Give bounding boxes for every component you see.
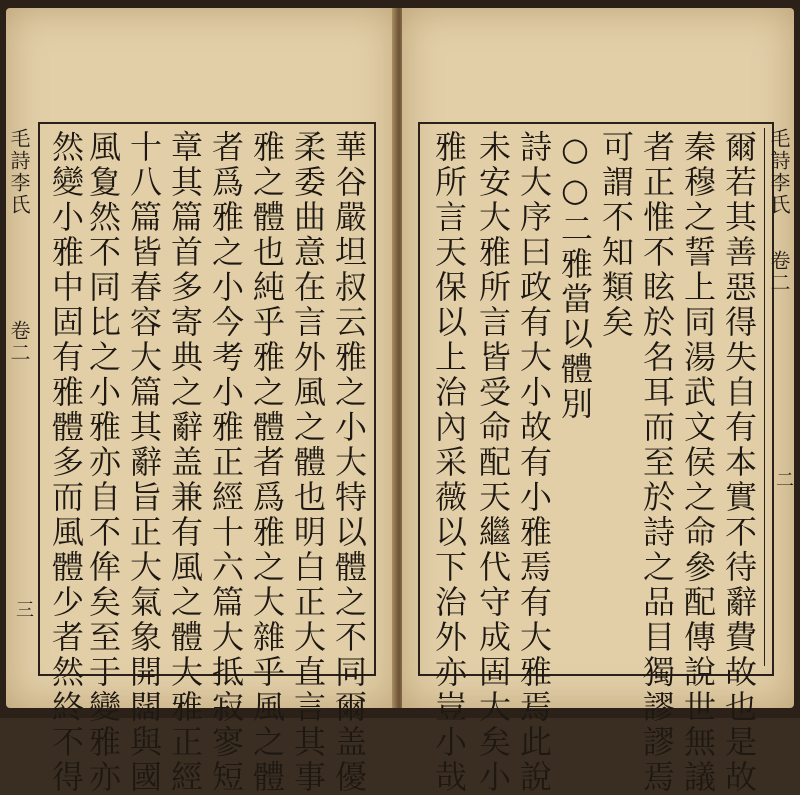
left-volume-label: 卷二: [7, 320, 31, 364]
left-column-8: 然變小雅中固有雅體多而風體少者然終不得: [47, 130, 85, 795]
left-banxin-title: 毛詩李氏: [7, 128, 31, 216]
right-column-1: 爾若其善惡得失自有本實不待辭費故也是故: [720, 130, 758, 795]
right-column-2: 秦穆之誓上同湯武文侯之命參配傳說世無議: [679, 130, 717, 795]
right-column-5: ○○二雅當以體別: [556, 130, 594, 422]
left-column-2: 柔委曲意在言外風之體也明白正大直言其事: [289, 130, 327, 795]
right-column-8: 雅所言天保以上治內采薇以下治外亦豈小哉: [430, 130, 468, 795]
left-column-3: 雅之體也純乎雅之體者爲雅之大雜乎風之體: [248, 130, 286, 795]
left-column-6: 十八篇皆春容大篇其辭旨正大氣象開闊與國: [125, 130, 163, 795]
right-volume-label: 卷二: [767, 250, 791, 294]
right-page-number: 二: [773, 470, 794, 488]
left-column-1: 華谷嚴坦叔云雅之小大特以體之不同爾盖優: [330, 130, 368, 795]
right-column-4: 可謂不知類矣: [597, 130, 635, 340]
left-column-4: 者爲雅之小今考小雅正經十六篇大抵寂寥短: [207, 130, 245, 795]
right-column-3: 者正惟不眩於名耳而至於詩之品目獨謬謬焉: [638, 130, 676, 795]
left-column-5: 章其篇首多寄典之辭盖兼有風之體大雅正經: [166, 130, 204, 795]
left-page-number: 三: [13, 600, 34, 618]
right-column-6: 詩大序曰政有大小故有小雅焉有大雅焉此說: [515, 130, 553, 795]
left-column-7: 風夐然不同比之小雅亦自不侔矣至于變雅亦: [84, 130, 122, 795]
right-banxin-title: 毛詩李氏: [767, 128, 791, 216]
right-column-7: 未安大雅所言皆受命配天繼代守成固大矣小: [474, 130, 512, 795]
